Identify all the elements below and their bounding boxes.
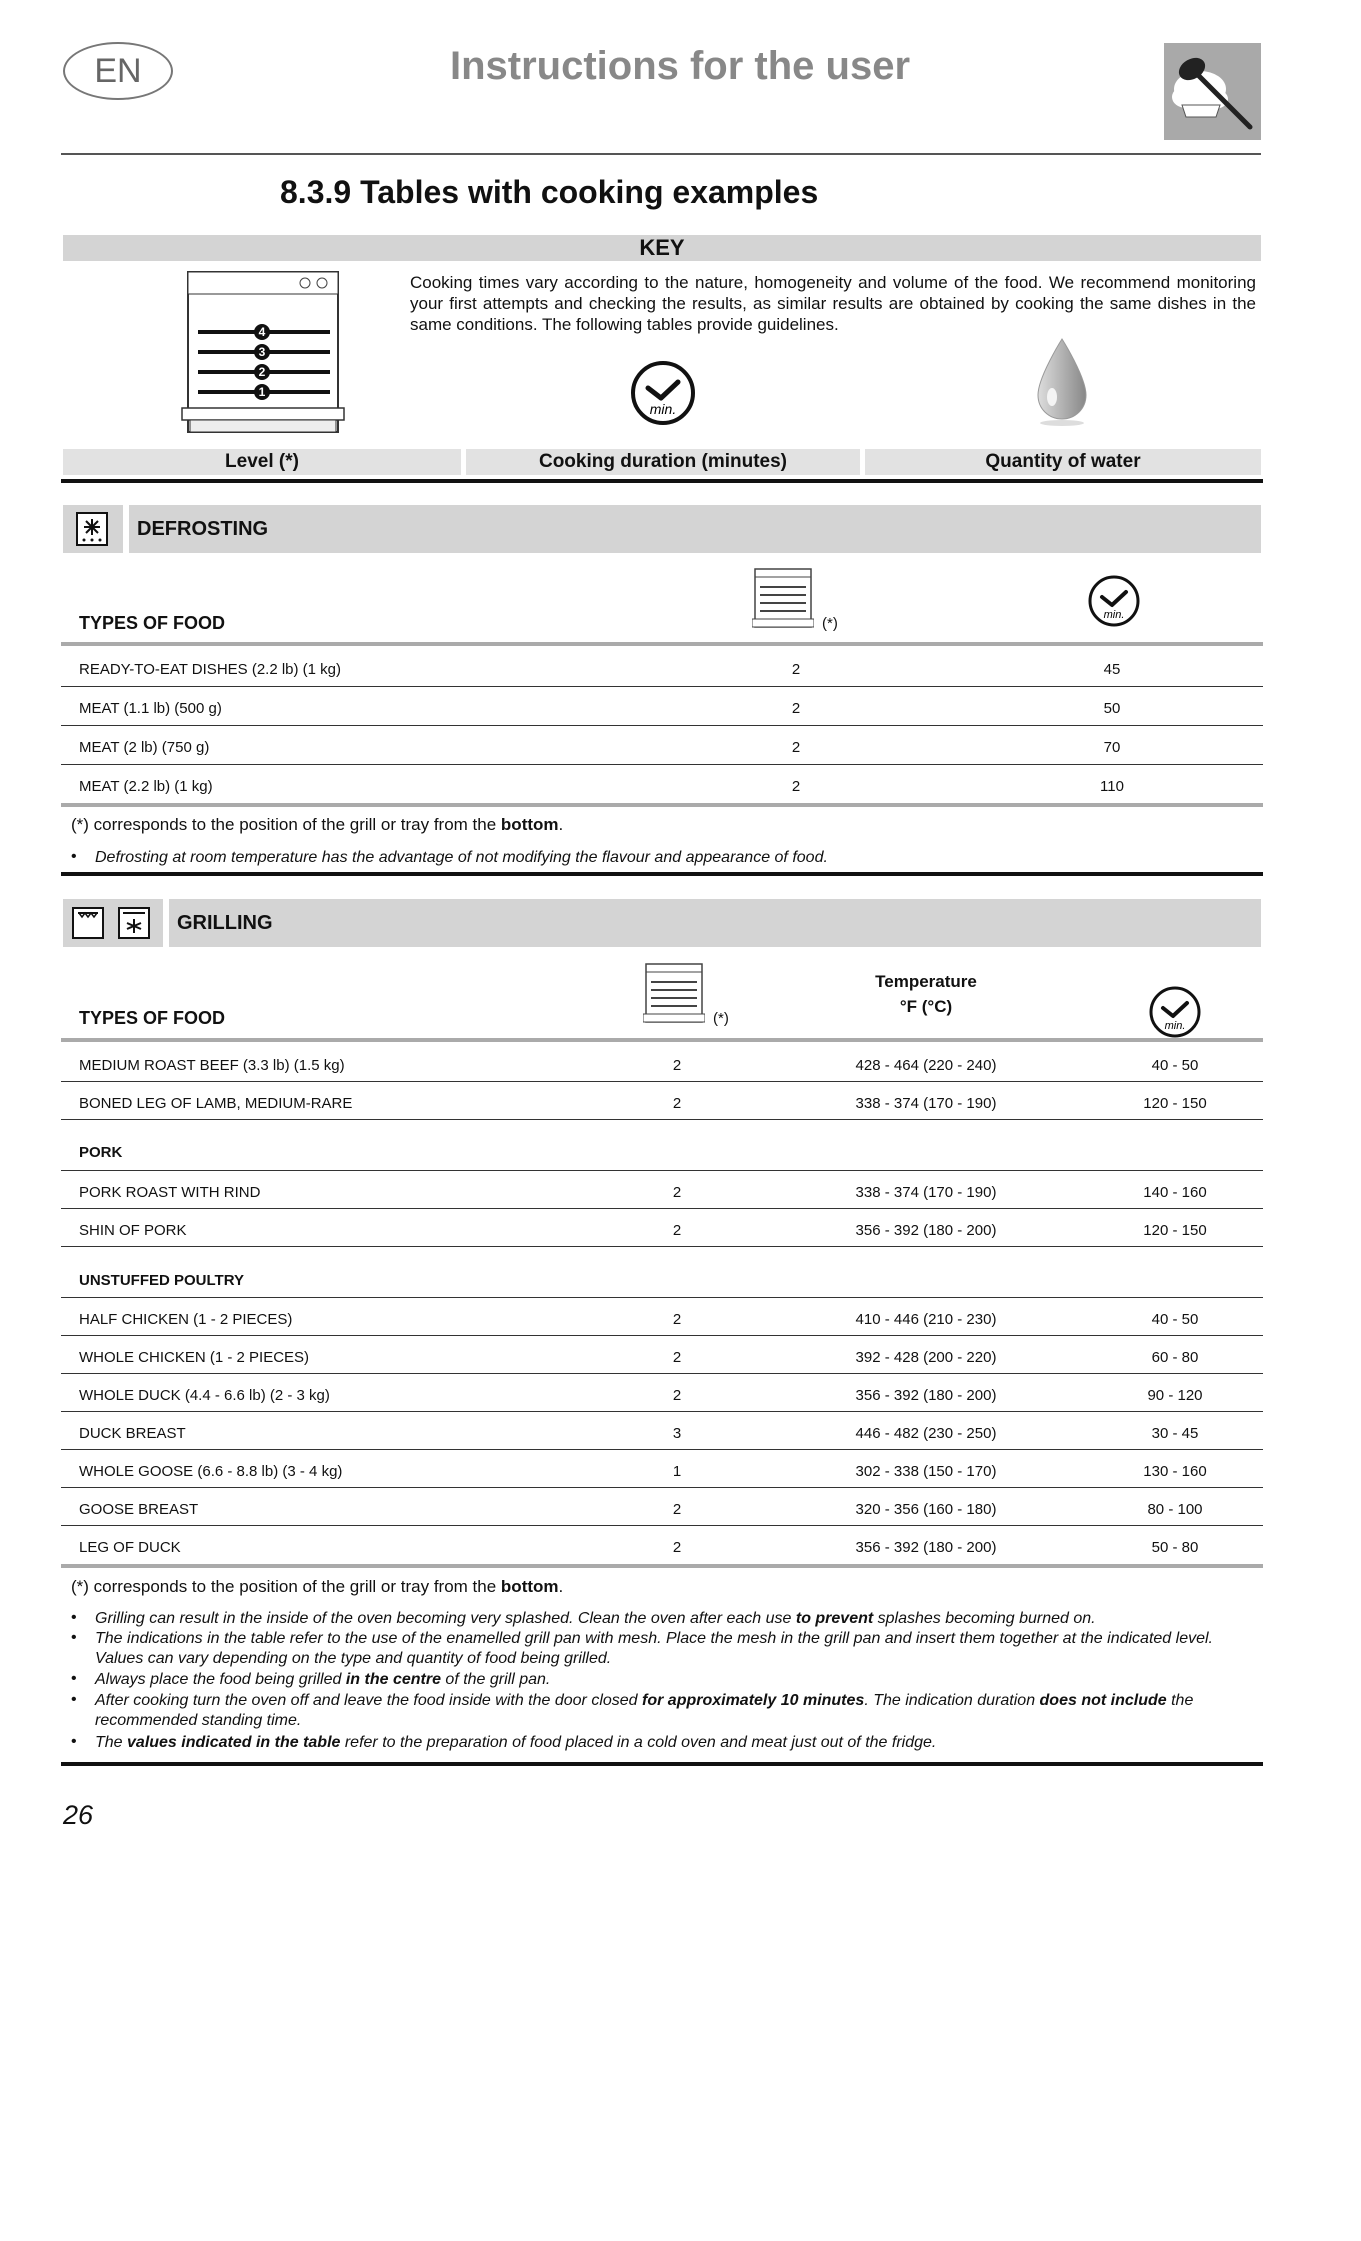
temperature-cell: 428 - 464 (220 - 240)	[855, 1057, 997, 1074]
grill-bullet	[95, 1670, 1255, 1690]
minutes-cell: 80 - 100	[1147, 1501, 1203, 1518]
minutes-cell: 90 - 120	[1147, 1387, 1203, 1404]
clock-icon	[628, 358, 698, 428]
grill-bullet	[95, 1629, 1255, 1669]
oven-level-label: 1	[258, 385, 266, 399]
level-cell: 2	[672, 1184, 682, 1201]
oven-level-label: 3	[258, 345, 266, 359]
row-divider	[61, 1170, 1263, 1171]
language-code: EN	[94, 51, 142, 90]
minutes-cell: 50	[1103, 700, 1121, 717]
minutes-cell: 45	[1103, 661, 1121, 678]
key-title: KEY	[63, 235, 1261, 261]
level-cell: 2	[791, 700, 801, 717]
defrost-bullet: Defrosting at room temperature has the advantage of not modifying the flavour and appearance of food.	[95, 849, 828, 866]
clock-min-label: min.	[1103, 609, 1125, 621]
bullet-bold: values indicated in the table	[127, 1734, 341, 1751]
header-divider	[61, 153, 1261, 155]
footnote-bold: bottom	[500, 1577, 559, 1596]
grilling-title: GRILLING	[169, 899, 1261, 947]
grill-footnote	[71, 1577, 563, 1597]
footnote-bold: bottom	[500, 815, 559, 834]
bullet-icon: •	[71, 848, 77, 865]
minutes-cell: 130 - 160	[1143, 1463, 1207, 1480]
minutes-cell: 120 - 150	[1143, 1222, 1207, 1239]
row-divider	[61, 1208, 1263, 1209]
temperature-cell: 392 - 428 (200 - 220)	[855, 1349, 997, 1366]
grill-icon	[73, 908, 103, 938]
level-cell: 1	[672, 1463, 682, 1480]
key-label-water: Quantity of water	[865, 449, 1261, 475]
food-cell: WHOLE GOOSE (6.6 - 8.8 lb) (3 - 4 kg)	[79, 1463, 343, 1480]
row-divider	[61, 1449, 1263, 1450]
document-title: Instructions for the user	[449, 44, 911, 88]
level-cell: 2	[672, 1057, 682, 1074]
temperature-cell: 356 - 392 (180 - 200)	[855, 1387, 997, 1404]
row-divider	[61, 1246, 1263, 1247]
temperature-cell: 302 - 338 (150 - 170)	[855, 1463, 997, 1480]
minutes-cell: 110	[1100, 778, 1124, 795]
level-cell: 2	[672, 1311, 682, 1328]
footnote-end: .	[558, 1577, 564, 1596]
minutes-cell: 140 - 160	[1143, 1184, 1207, 1201]
bullet-icon: •	[71, 1609, 77, 1626]
bullet-text: splashes becoming burned on.	[873, 1610, 1096, 1627]
food-cell: MEAT (2 lb) (750 g)	[79, 739, 210, 756]
level-cell: 2	[672, 1539, 682, 1556]
bullet-icon: •	[71, 1670, 77, 1687]
row-divider	[61, 1411, 1263, 1412]
row-divider	[61, 764, 1263, 765]
row-divider	[61, 1119, 1263, 1120]
level-cell: 2	[791, 778, 801, 795]
level-cell: 2	[791, 661, 801, 678]
table-header-rule	[61, 1038, 1263, 1042]
group-label: PORK	[79, 1144, 123, 1161]
bullet-bold: in the centre	[345, 1671, 441, 1688]
grill-bullet	[95, 1691, 1255, 1731]
table-footer-rule	[61, 803, 1263, 807]
minutes-cell: 30 - 45	[1151, 1425, 1199, 1442]
grill-icons	[63, 899, 163, 947]
bullet-text: The	[95, 1734, 128, 1751]
clock-icon	[1148, 985, 1202, 1039]
row-divider	[61, 1487, 1263, 1488]
minutes-cell: 50 - 80	[1151, 1539, 1199, 1556]
minutes-cell: 120 - 150	[1143, 1095, 1207, 1112]
clock-icon	[1087, 574, 1141, 628]
temperature-cell: 356 - 392 (180 - 200)	[855, 1539, 997, 1556]
table-header-rule	[61, 642, 1263, 646]
defrost-footnote	[71, 815, 563, 835]
defrost-section-divider	[61, 872, 1263, 876]
key-label-duration: Cooking duration (minutes)	[466, 449, 860, 475]
table-footer-rule	[61, 1564, 1263, 1568]
temperature-header: Temperature	[875, 972, 977, 991]
oven-levels-icon	[180, 268, 345, 438]
bullet-icon: •	[71, 1629, 77, 1646]
food-cell: WHOLE DUCK (4.4 - 6.6 lb) (2 - 3 kg)	[79, 1387, 330, 1404]
temperature-cell: 446 - 482 (230 - 250)	[855, 1425, 997, 1442]
bullet-text: . The indication duration	[864, 1692, 1040, 1709]
section-heading: 8.3.9 Tables with cooking examples	[280, 174, 819, 210]
footnote-text: (*) corresponds to the position of the grill or tray from the	[71, 815, 501, 834]
defrosting-title: DEFROSTING	[129, 505, 1261, 553]
level-cell: 2	[672, 1222, 682, 1239]
oven-level-label: 4	[258, 325, 266, 339]
footnote-end: .	[558, 815, 564, 834]
bullet-text: Grilling can result in the inside of the oven becoming very splashed. Clean the oven after each use	[95, 1610, 796, 1627]
row-divider	[61, 1081, 1263, 1082]
oven-shelf-icon	[752, 567, 814, 633]
level-cell: 2	[672, 1095, 682, 1112]
temperature-unit-header: °F (°C)	[899, 997, 953, 1016]
oven-level-label: 2	[258, 365, 266, 379]
level-cell: 2	[672, 1387, 682, 1404]
level-cell: 2	[672, 1501, 682, 1518]
grill-bullet	[95, 1733, 1255, 1753]
grill-bullet	[95, 1609, 1255, 1629]
minutes-cell: 40 - 50	[1151, 1057, 1199, 1074]
food-cell: LEG OF DUCK	[79, 1539, 181, 1556]
defrost-icon	[63, 505, 123, 553]
bullet-bold: does not include	[1039, 1692, 1167, 1709]
defrost-col-food: TYPES OF FOOD	[79, 613, 226, 633]
footnote-text: (*) corresponds to the position of the grill or tray from the	[71, 1577, 501, 1596]
bullet-icon: •	[71, 1733, 77, 1750]
water-drop-icon	[1032, 337, 1092, 427]
bullet-bold: to prevent	[795, 1610, 874, 1627]
oven-shelf-icon	[643, 962, 705, 1028]
bullet-icon: •	[71, 1691, 77, 1708]
row-divider	[61, 686, 1263, 687]
temperature-cell: 356 - 392 (180 - 200)	[855, 1222, 997, 1239]
bullet-bold: for approximately 10 minutes	[642, 1692, 865, 1709]
bullet-text: Always place the food being grilled	[95, 1671, 346, 1688]
clock-min-label: min.	[649, 401, 677, 417]
bullet-text: refer to the preparation of food placed in a cold oven and meat just out of the fridge.	[340, 1734, 937, 1751]
food-cell: HALF CHICKEN (1 - 2 PIECES)	[79, 1311, 293, 1328]
bullet-text: After cooking turn the oven off and leave the food inside with the door closed	[95, 1692, 643, 1709]
key-description: Cooking times vary according to the nature, homogeneity and volume of the food. We recommend monitoring your first attempts and checking the results, as similar results are obtained by cooking the same dishes in the same conditions. The following tables provide guidelines.	[410, 273, 1256, 334]
grill-col-food: TYPES OF FOOD	[79, 1008, 226, 1028]
row-divider	[61, 1335, 1263, 1336]
language-badge	[63, 42, 173, 100]
food-cell: DUCK BREAST	[79, 1425, 186, 1442]
row-divider	[61, 1373, 1263, 1374]
bullet-text: of the grill pan.	[440, 1671, 551, 1688]
row-divider	[61, 1525, 1263, 1526]
food-cell: MEAT (1.1 lb) (500 g)	[79, 700, 222, 717]
food-cell: MEDIUM ROAST BEEF (3.3 lb) (1.5 kg)	[79, 1057, 345, 1074]
page-number: 26	[63, 1800, 94, 1830]
level-cell: 2	[791, 739, 801, 756]
chef-logo-icon	[1164, 43, 1261, 140]
bullet-text: the recommended standing time.	[95, 1692, 1194, 1729]
temperature-cell: 338 - 374 (170 - 190)	[855, 1095, 997, 1112]
grill-level-marker: (*)	[713, 1010, 729, 1027]
minutes-cell: 40 - 50	[1151, 1311, 1199, 1328]
temperature-cell: 338 - 374 (170 - 190)	[855, 1184, 997, 1201]
food-cell: GOOSE BREAST	[79, 1501, 199, 1518]
temperature-cell: 320 - 356 (160 - 180)	[855, 1501, 997, 1518]
clock-min-label: min.	[1164, 1020, 1186, 1032]
food-cell: WHOLE CHICKEN (1 - 2 PIECES)	[79, 1349, 310, 1366]
food-cell: MEAT (2.2 lb) (1 kg)	[79, 778, 213, 795]
minutes-cell: 70	[1103, 739, 1121, 756]
grill-section-divider	[61, 1762, 1263, 1766]
minutes-cell: 60 - 80	[1151, 1349, 1199, 1366]
bullet-text: The indications in the table refer to the use of the enamelled grill pan with mesh. Place the mesh in the grill pan and insert them together at the indicated level. Values can vary depending on the type and quantity of food being grilled.	[95, 1630, 1213, 1667]
food-cell: PORK ROAST WITH RIND	[79, 1184, 261, 1201]
row-divider	[61, 725, 1263, 726]
defrost-level-marker: (*)	[822, 615, 838, 632]
food-cell: SHIN OF PORK	[79, 1222, 187, 1239]
key-label-level: Level (*)	[63, 449, 461, 475]
level-cell: 3	[672, 1425, 682, 1442]
row-divider	[61, 1297, 1263, 1298]
level-cell: 2	[672, 1349, 682, 1366]
food-cell: READY-TO-EAT DISHES (2.2 lb) (1 kg)	[79, 661, 342, 678]
fan-grill-icon	[119, 908, 149, 938]
temperature-cell: 410 - 446 (210 - 230)	[855, 1311, 997, 1328]
key-divider	[61, 479, 1263, 483]
group-label: UNSTUFFED POULTRY	[79, 1272, 244, 1289]
food-cell: BONED LEG OF LAMB, MEDIUM-RARE	[79, 1095, 353, 1112]
